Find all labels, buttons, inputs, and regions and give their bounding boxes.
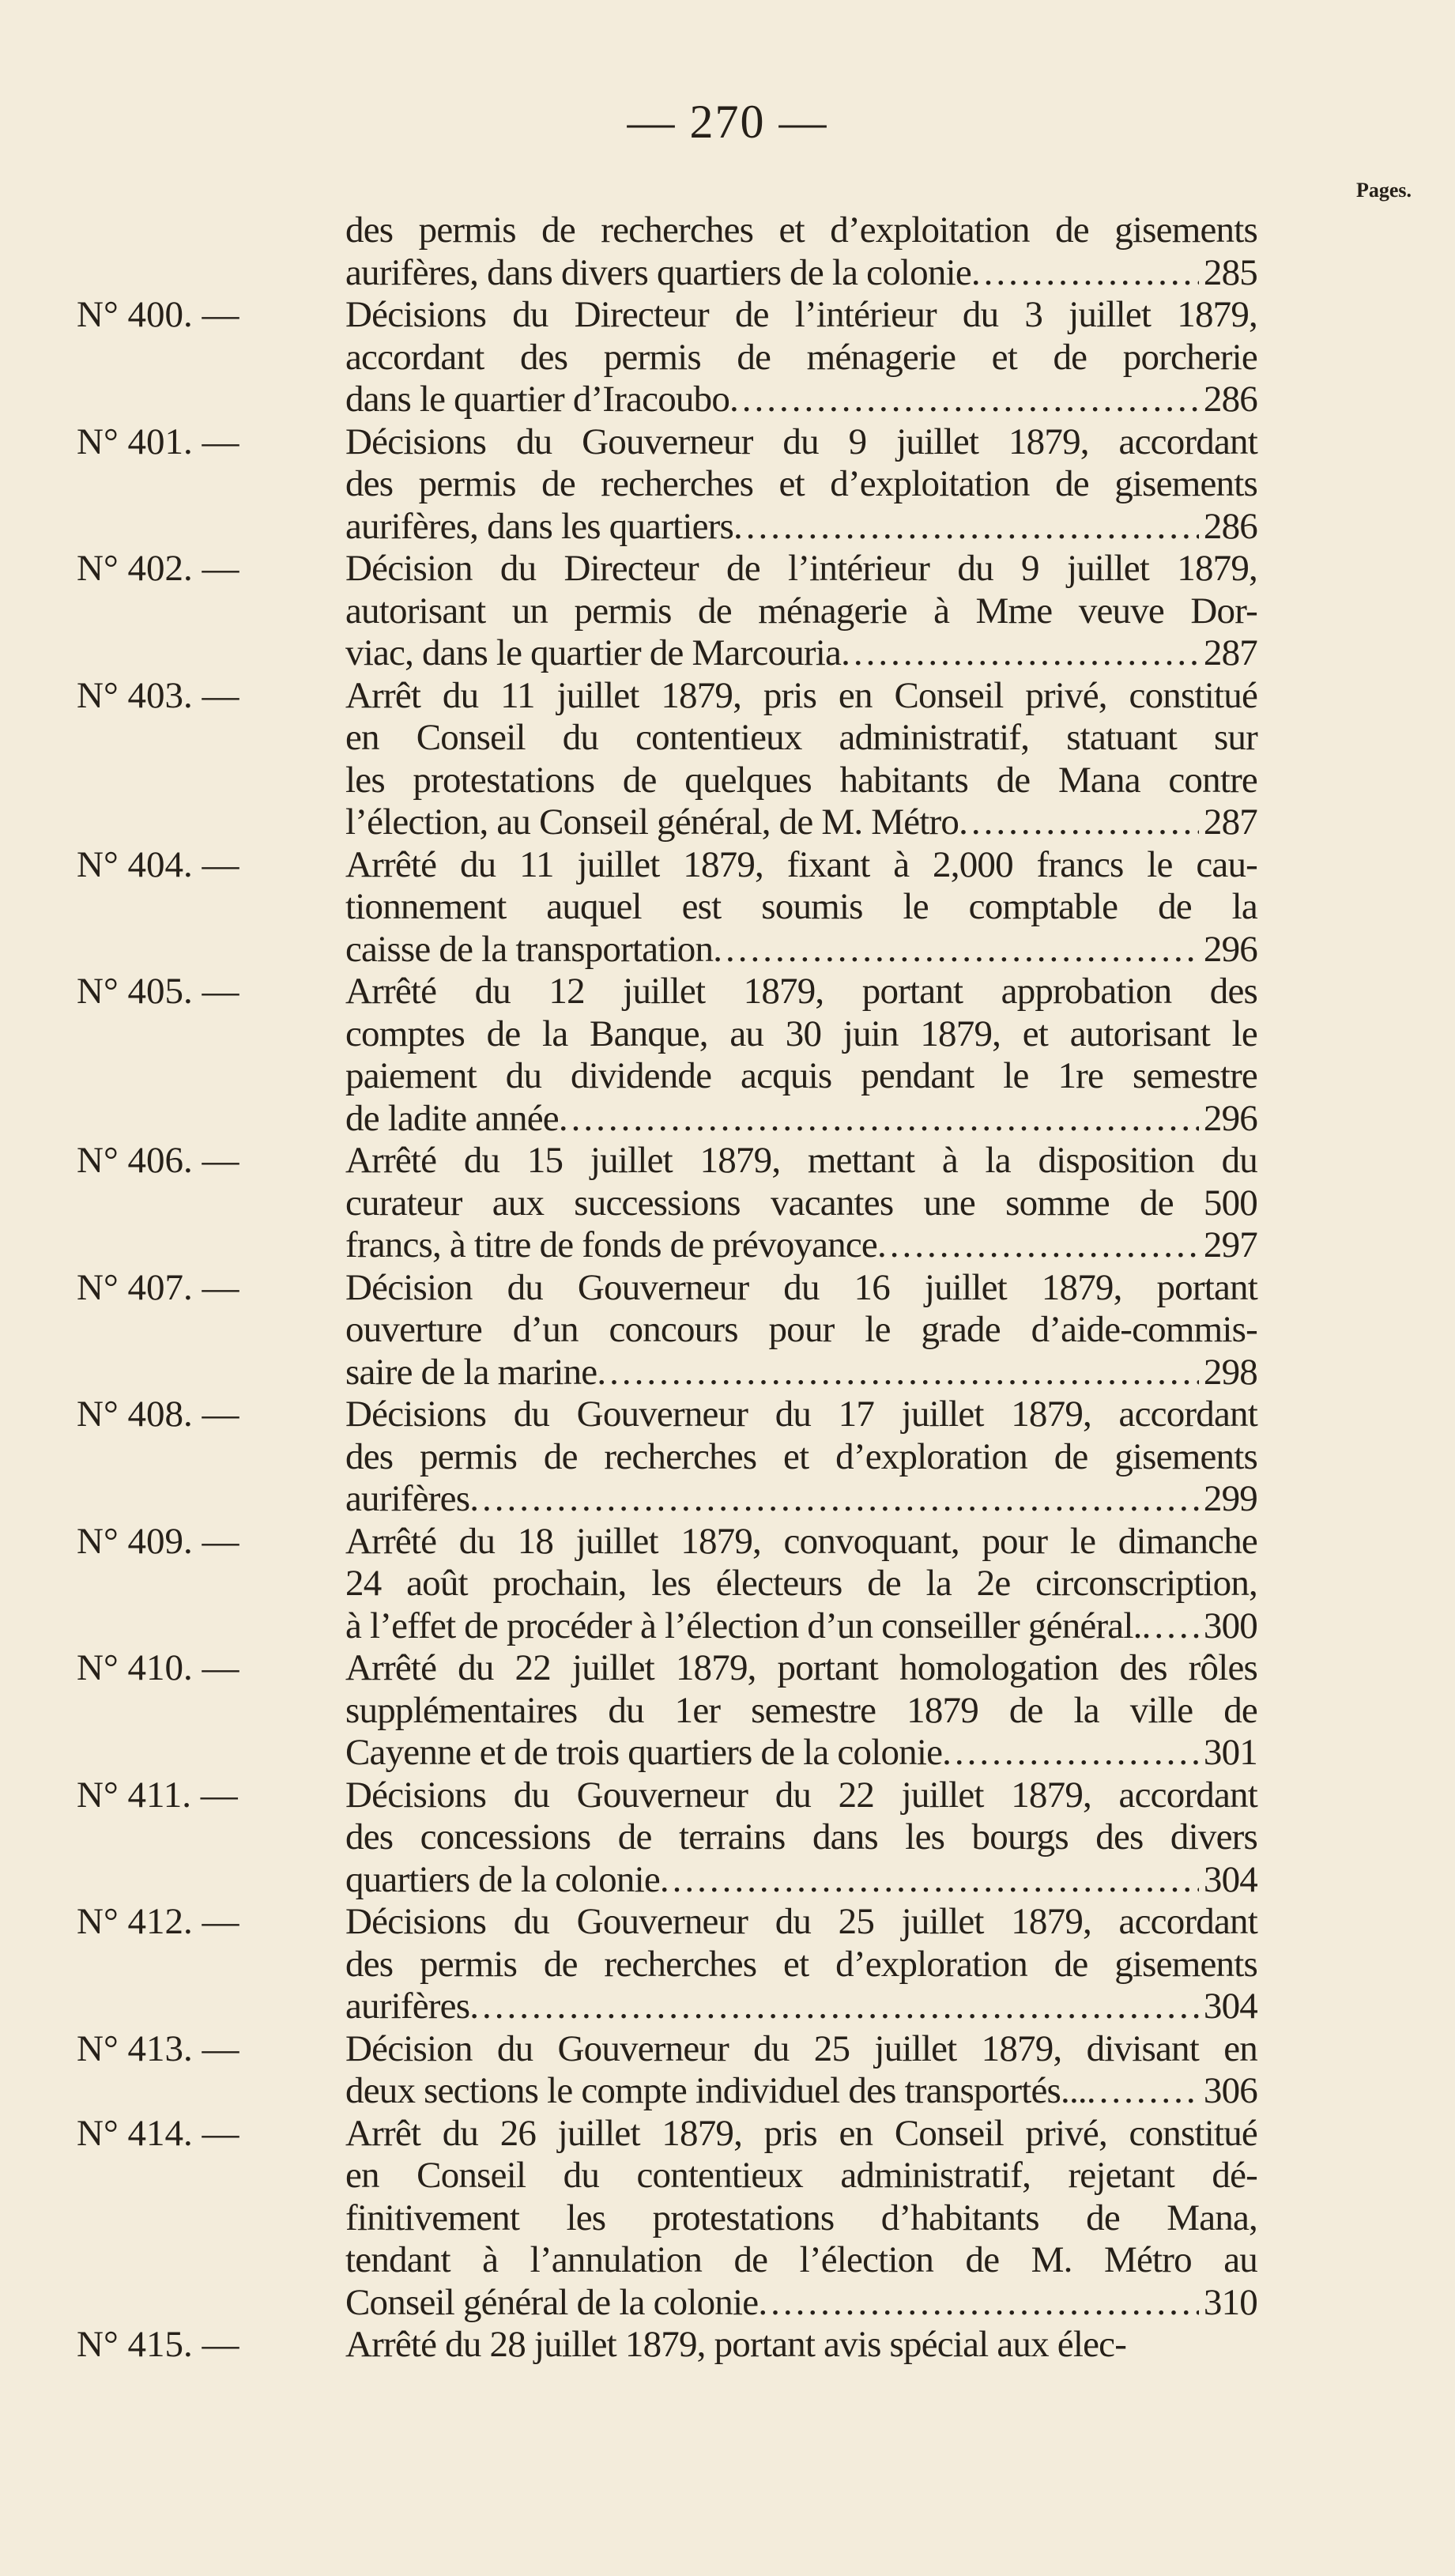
entry-page-number: 310 bbox=[1203, 2281, 1257, 2323]
entry-text: Arrêté du 11 juillet 1879, fixant à 2,000 francs le cau- bbox=[345, 843, 1257, 885]
entry-number: N° 402. — bbox=[77, 548, 239, 589]
entry-number: N° 410. — bbox=[77, 1647, 239, 1688]
entry-number: N° 408. — bbox=[77, 1394, 239, 1435]
entry-text: en Conseil du contentieux administratif, statuant sur bbox=[345, 717, 1257, 758]
entry-text: tendant à l’annulation de l’élection de M. Métro au bbox=[345, 2239, 1257, 2280]
entry-page-number: 306 bbox=[1203, 2070, 1257, 2111]
dot-leader bbox=[1142, 1605, 1199, 1647]
entry-last-line bbox=[345, 1351, 1257, 1394]
entry-text: Décision du Gouverneur du 25 juillet 1879, divisant en bbox=[345, 2027, 1257, 2069]
dot-leader bbox=[733, 505, 1199, 548]
entry-text: Arrêté du 15 juillet 1879, mettant à la disposition du bbox=[345, 1140, 1257, 1181]
entry-text: aurifères bbox=[345, 1986, 470, 2027]
entry-page-number: 286 bbox=[1203, 505, 1257, 547]
entry-text: des permis de recherches et d’exploitation de gisements bbox=[345, 209, 1257, 251]
entry-page-number: 285 bbox=[1203, 251, 1257, 293]
entry-number: N° 401. — bbox=[77, 421, 239, 462]
dot-leader bbox=[877, 1224, 1199, 1266]
entry-text: ouverture d’un concours pour le grade d’aide-commis- bbox=[345, 1309, 1257, 1350]
entry-text: Arrêt du 11 juillet 1879, pris en Conseil privé, constitué bbox=[345, 674, 1257, 716]
entry-text: Décisions du Gouverneur du 25 juillet 1879, accordant bbox=[345, 1901, 1257, 1942]
entry-text: curateur aux successions vacantes une somme de 500 bbox=[345, 1182, 1257, 1224]
entry-text: comptes de la Banque, au 30 juin 1879, et autorisant le bbox=[345, 1013, 1257, 1054]
entry-text: Décisions du Gouverneur du 22 juillet 1879, accordant bbox=[345, 1774, 1257, 1816]
entry-text: des permis de recherches et d’exploration de gisements bbox=[345, 1943, 1257, 1985]
page-number: — 270 — bbox=[627, 96, 828, 148]
entry-text: des concessions de terrains dans les bourgs des divers bbox=[345, 1816, 1257, 1858]
entry-last-line bbox=[345, 1224, 1257, 1266]
entry-page-number: 286 bbox=[1203, 379, 1257, 420]
entry-last-line bbox=[345, 801, 1257, 843]
dot-leader bbox=[971, 251, 1199, 294]
dot-leader bbox=[758, 2281, 1199, 2324]
entry-last-line bbox=[345, 2069, 1257, 2112]
dot-leader bbox=[559, 1097, 1199, 1140]
entry-page-number: 304 bbox=[1203, 1858, 1257, 1900]
entry-last-line bbox=[345, 928, 1257, 971]
entry-text: finitivement les protestations d’habitants de Mana, bbox=[345, 2197, 1257, 2238]
entry-text: caisse de la transportation bbox=[345, 928, 714, 970]
entry-text: en Conseil du contentieux administratif, rejetant dé- bbox=[345, 2155, 1257, 2196]
entry-page-number: 296 bbox=[1203, 928, 1257, 970]
dot-leader bbox=[469, 1477, 1199, 1520]
dot-leader bbox=[1087, 2069, 1199, 2112]
entry-page-number: 296 bbox=[1203, 1097, 1257, 1139]
dot-leader bbox=[959, 801, 1199, 843]
entry-text: autorisant un permis de ménagerie à Mme veuve Dor- bbox=[345, 590, 1257, 632]
entry-page-number: 304 bbox=[1203, 1986, 1257, 2027]
entry-text: Conseil général de la colonie bbox=[345, 2281, 759, 2323]
entry-text: Arrêté du 18 juillet 1879, convoquant, pour le dimanche bbox=[345, 1520, 1257, 1562]
entry-text: Cayenne et de trois quartiers de la colonie bbox=[345, 1732, 943, 1773]
entry-text: Décision du Directeur de l’intérieur du 9 juillet 1879, bbox=[345, 548, 1257, 589]
entry-last-line bbox=[345, 2281, 1257, 2324]
entry-number: N° 404. — bbox=[77, 843, 239, 885]
entry-page-number: 299 bbox=[1203, 1478, 1257, 1519]
entry-number: N° 412. — bbox=[77, 1901, 239, 1942]
entry-text: les protestations de quelques habitants de Mana contre bbox=[345, 759, 1257, 801]
entry-text: Décision du Gouverneur du 16 juillet 1879, portant bbox=[345, 1266, 1257, 1308]
entry-text: Décisions du Gouverneur du 17 juillet 1879, accordant bbox=[345, 1394, 1257, 1435]
entry-text: à l’effet de procéder à l’élection d’un conseiller général. bbox=[345, 1605, 1142, 1646]
entry-text: tionnement auquel est soumis le comptable de la bbox=[345, 886, 1257, 927]
entry-text: 24 août prochain, les électeurs de la 2e circonscription, bbox=[345, 1563, 1257, 1604]
entry-text: quartiers de la colonie bbox=[345, 1858, 660, 1900]
pages-column-label: Pages. bbox=[1356, 179, 1412, 202]
entry-page-number: 287 bbox=[1203, 632, 1257, 673]
entry-text: des permis de recherches et d’exploration de gisements bbox=[345, 1435, 1257, 1477]
dot-leader bbox=[713, 928, 1199, 971]
entry-text: francs, à titre de fonds de prévoyance bbox=[345, 1224, 877, 1265]
entry-text: deux sections le compte individuel des transportés... bbox=[345, 2070, 1087, 2111]
entry-text: saire de la marine bbox=[345, 1351, 597, 1393]
entry-text: Décisions du Gouverneur du 9 juillet 1879, accordant bbox=[345, 421, 1257, 462]
dot-leader bbox=[729, 378, 1199, 421]
entry-page-number: 301 bbox=[1203, 1732, 1257, 1773]
entry-page-number: 287 bbox=[1203, 801, 1257, 843]
entry-text: Arrêt du 26 juillet 1879, pris en Conseil privé, constitué bbox=[345, 2112, 1257, 2154]
entry-page-number: 300 bbox=[1203, 1605, 1257, 1646]
entry-number: N° 411. — bbox=[77, 1774, 238, 1816]
entry-number: N° 403. — bbox=[77, 674, 239, 716]
entry-last-line bbox=[345, 1097, 1257, 1140]
entry-last-line bbox=[345, 1858, 1257, 1901]
entry-last-line bbox=[345, 378, 1257, 421]
entry-text: aurifères, dans les quartiers bbox=[345, 505, 733, 547]
entry-text: dans le quartier d’Iracoubo bbox=[345, 379, 730, 420]
dot-leader bbox=[841, 632, 1199, 674]
entry-last-line bbox=[345, 632, 1257, 674]
entry-text: aurifères bbox=[345, 1478, 470, 1519]
entry-number: N° 413. — bbox=[77, 2027, 239, 2069]
entry-page-number: 297 bbox=[1203, 1224, 1257, 1265]
entry-number: N° 405. — bbox=[77, 971, 239, 1012]
dot-leader bbox=[660, 1858, 1199, 1901]
entry-number: N° 409. — bbox=[77, 1520, 239, 1562]
entry-number: N° 406. — bbox=[77, 1140, 239, 1181]
entry-last-line bbox=[345, 1477, 1257, 1520]
entry-text: l’élection, au Conseil général, de M. Métro bbox=[345, 801, 959, 843]
entry-text: supplémentaires du 1er semestre 1879 de la ville de bbox=[345, 1689, 1257, 1731]
entry-text: Décisions du Directeur de l’intérieur du 3 juillet 1879, bbox=[345, 294, 1257, 335]
entry-text: paiement du dividende acquis pendant le 1re semestre bbox=[345, 1055, 1257, 1096]
entry-number: N° 400. — bbox=[77, 294, 239, 335]
dot-leader bbox=[469, 1985, 1199, 2027]
entry-text: accordant des permis de ménagerie et de porcherie bbox=[345, 336, 1257, 378]
entry-text: Arrêté du 12 juillet 1879, portant approbation des bbox=[345, 971, 1257, 1012]
entry-page-number: 298 bbox=[1203, 1351, 1257, 1393]
entry-last-line bbox=[345, 1985, 1257, 2027]
dot-leader bbox=[942, 1731, 1199, 1774]
entry-number: N° 407. — bbox=[77, 1266, 239, 1308]
entry-last-line bbox=[345, 505, 1257, 548]
dot-leader bbox=[597, 1351, 1199, 1394]
entry-number: N° 414. — bbox=[77, 2112, 239, 2154]
entry-last-line bbox=[345, 251, 1257, 294]
entry-text: viac, dans le quartier de Marcouria bbox=[345, 632, 842, 673]
entry-text: de ladite année bbox=[345, 1097, 559, 1139]
entry-number: N° 415. — bbox=[77, 2324, 239, 2365]
entry-text: des permis de recherches et d’exploitation de gisements bbox=[345, 463, 1257, 504]
entry-text: Arrêté du 22 juillet 1879, portant homologation des rôles bbox=[345, 1647, 1257, 1688]
entry-text: aurifères, dans divers quartiers de la colonie bbox=[345, 251, 971, 293]
entry-text: Arrêté du 28 juillet 1879, portant avis spécial aux élec- bbox=[345, 2324, 1127, 2365]
entry-last-line bbox=[345, 1605, 1257, 1647]
entry-last-line bbox=[345, 1731, 1257, 1774]
